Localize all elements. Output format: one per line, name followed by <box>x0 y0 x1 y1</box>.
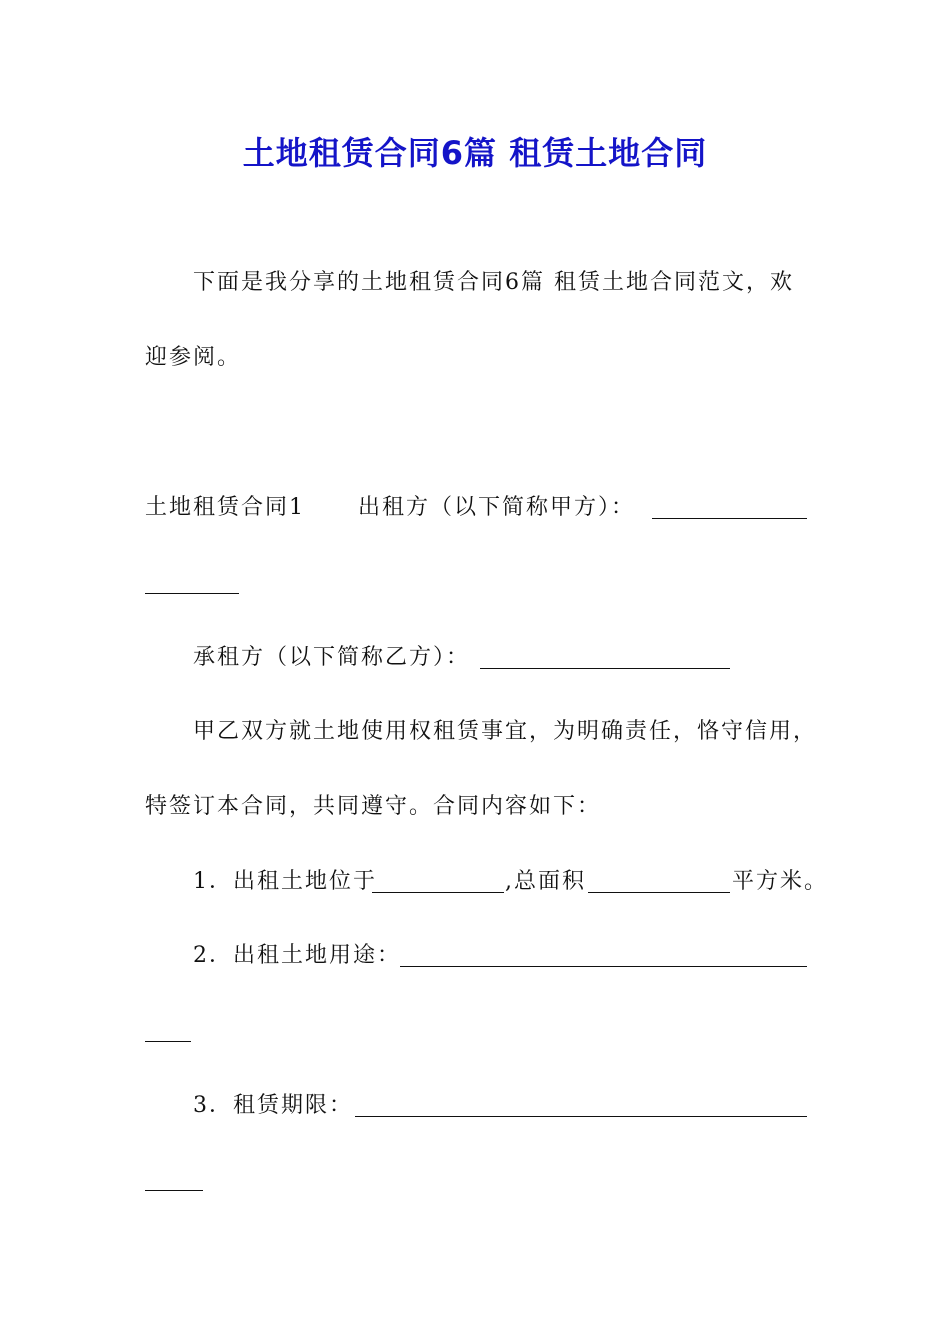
purpose-line-1: 甲乙双方就土地使用权租赁事宜，为明确责任，恪守信用， <box>193 719 818 744</box>
intro-paragraph-line-1: 下面是我分享的土地租赁合同6篇 租赁土地合同范文，欢 <box>193 270 794 295</box>
item-1-suffix: 平方米。 <box>732 869 829 894</box>
lessee-blank <box>480 667 730 669</box>
item-2-blank-continued <box>145 1040 191 1042</box>
item-1-location-blank <box>372 891 504 893</box>
section-heading: 土地租赁合同1 <box>145 495 305 520</box>
lessor-label: 出租方（以下简称甲方）： <box>358 495 636 520</box>
item-2-label: 2．出租土地用途： <box>193 943 401 968</box>
purpose-line-2: 特签订本合同，共同遵守。合同内容如下： <box>145 794 602 819</box>
section-heading-line <box>145 493 305 523</box>
item-1-area-blank <box>588 891 730 893</box>
lessor-blank-continued <box>145 592 239 594</box>
lessee-line <box>193 643 470 673</box>
lessee-label: 承租方（以下简称乙方）： <box>193 645 471 670</box>
intro-paragraph-line-2: 迎参阅。 <box>145 345 242 370</box>
item-3-blank-continued <box>145 1189 203 1191</box>
document-title: 土地租赁合同6篇 租赁土地合同 <box>242 134 708 172</box>
item-1-prefix: 1．出租土地位于 <box>193 869 377 894</box>
lessor-line <box>358 493 635 523</box>
item-3-label: 3．租赁期限： <box>193 1093 353 1118</box>
item-1-mid: ,总面积 <box>505 869 586 894</box>
lessor-blank <box>652 517 807 519</box>
item-2-blank <box>400 965 807 967</box>
item-3-blank <box>355 1115 807 1117</box>
